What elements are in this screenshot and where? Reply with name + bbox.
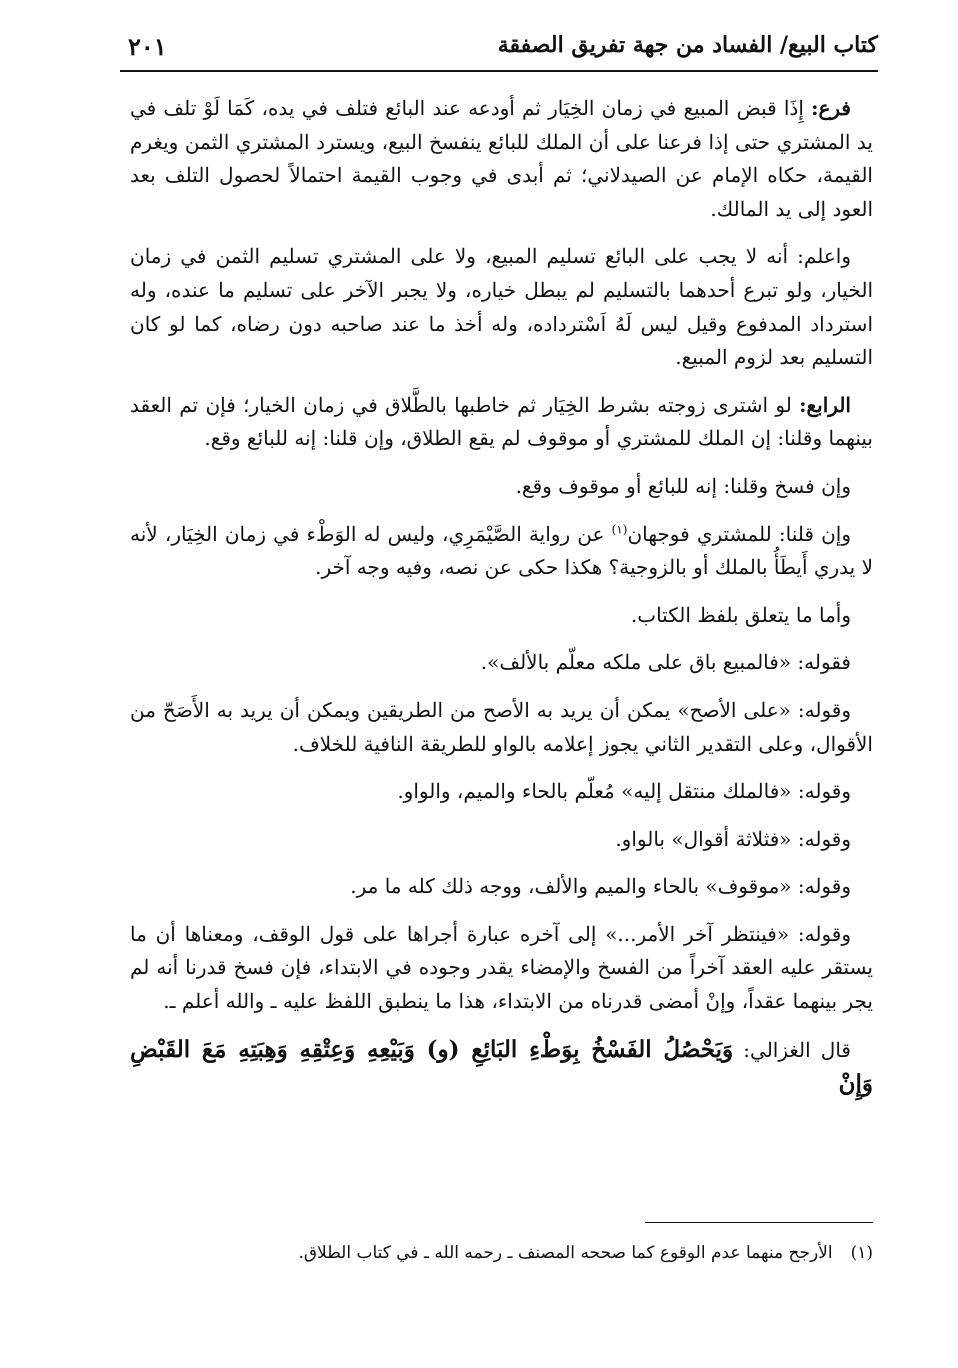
closing-quote: وَيَحْصُلُ الفَسْخُ بِوَطْءِ البَائِعِ (و) وَبَيْعِهِ وَعِتْقِهِ وَهِبَتِهِ مَعَ القَبْضِ وَإِنْ [130, 1035, 873, 1098]
footnote-reference: (١) [611, 521, 628, 536]
footnote-text: الأرجح منهما عدم الوقوع كما صححه المصنف ـ رحمه الله ـ في كتاب الطلاق. [298, 1243, 833, 1263]
paragraph-lafz [130, 599, 873, 633]
paragraph-alrabie [130, 389, 873, 456]
paragraph-text: لو اشترى زوجته بشرط الخِيَار ثم خاطبها بالطَّلاق في زمان الخيار؛ فإن تم العقد بينهما وقلنا: إن الملك للمشتري أو موقوف لم يقع الطلاق، وإن قلنا: إنه للبائع وقع. [130, 392, 873, 451]
paragraph-qawluh-6 [130, 918, 873, 1019]
paragraph-text: إِذَا قبض المبيع في زمان الخِيَار ثم أودعه عند البائع فتلف في يده، كَمَا لَوْ تلف في يد المشتري حتى إذا فرعنا على أن الملك للبائع ينفسخ البيع، ويسترد المشتري الثمن ويغرم القيمة، حكاه الإمام عن الصيدلاني؛ ثم أبدى في وجوب القيمة احتمالاً لحصول التلف بعد العود إلى يد المالك. [130, 96, 873, 221]
paragraph-qawluh-4 [130, 823, 873, 857]
paragraph-text: وقوله: «فثلاثة أقوال» بالواو. [615, 826, 851, 851]
paragraph-text: وأما ما يتعلق بلفظ الكتاب. [630, 602, 851, 627]
paragraph-text: وقوله: «فينتظر آخر الأمر...» إلى آخره عبارة أجراها على قول الوقف، ومعناها أن ما يستقر عليه العقد آخراً من الفسخ والإمضاء يقدر وجوده في الابتداء، فإن فسخ قدرنا أنه لم يجر بينهما عقداً، وإنْ أمضى قدرناه من الابتداء، هذا ما ينطبق اللفظ عليه ـ والله أعلم ـ. [130, 921, 873, 1014]
paragraph-qawluh-3 [130, 775, 873, 809]
paragraph-text: وقوله: «فالملك منتقل إليه» مُعلّم بالحاء والميم، والواو. [397, 779, 851, 804]
footnote [130, 1240, 873, 1266]
paragraph-iealam [130, 240, 873, 374]
paragraph-text: وقوله: «موقوف» بالحاء والميم والألف، ووجه ذلك كله ما مر. [350, 874, 851, 899]
paragraph-qawluh-5 [130, 870, 873, 904]
paragraph-faskh [130, 470, 873, 504]
closing-lead: قال الغزالي: [733, 1037, 851, 1062]
paragraph-text: وقوله: «على الأصح» يمكن أن يريد به الأصح من الطريقين ويمكن أن يريد به الأَصَحّ من الأقوال، وعلى التقدير الثاني يجوز إعلامه بالواو للطريقة النافية للخلاف. [130, 697, 873, 756]
paragraph-wajhan [130, 518, 873, 585]
closing-quote-paragraph [130, 1033, 873, 1102]
footnote-divider [645, 1222, 873, 1223]
header-title: كتاب البيع/ الفساد من جهة تفريق الصفقة [497, 32, 878, 58]
paragraph-text: واعلم: أنه لا يجب على البائع تسليم المبيع، ولا على المشتري تسليم الثمن في زمان الخيار، ولو تبرع أحدهما بالتسليم لم يبطل خياره، ولا يجبر الآخر على تسليم ما عنده، وله استرداد المدفوع وقيل ليس لَهُ اَسْترداده، وله أخذ ما عند صاحبه دون رضاه، كما لو كان التسليم بعد لزوم المبيع. [130, 244, 873, 370]
paragraph-text: عن رواية الصَّيْمَرِي، وليس له الوَطْء في زمان الخِيَار، لأنه لا يدري أَيطَأُ بالملك أو بالزوجية؟ هكذا حكى عن نصه، وفيه وجه آخر. [130, 521, 873, 580]
paragraph-text: فقوله: «فالمبيع باق على ملكه معلّم بالألف». [480, 650, 851, 675]
paragraph-qawluh-1 [130, 646, 873, 680]
body-text [130, 92, 873, 1116]
paragraph-text: وإن فسخ وقلنا: إنه للبائع أو موقوف وقع. [515, 473, 851, 498]
paragraph-label: الرابع: [799, 392, 851, 417]
paragraph-far [130, 92, 873, 226]
paragraph-label: فرع: [811, 96, 851, 120]
page-number: ٢٠١ [128, 32, 167, 61]
paragraph-text-before: وإن قلنا: للمشتري فوجهان [627, 521, 851, 546]
paragraph-qawluh-2 [130, 694, 873, 761]
running-header [120, 30, 878, 72]
footnote-number: (١) [850, 1243, 873, 1263]
